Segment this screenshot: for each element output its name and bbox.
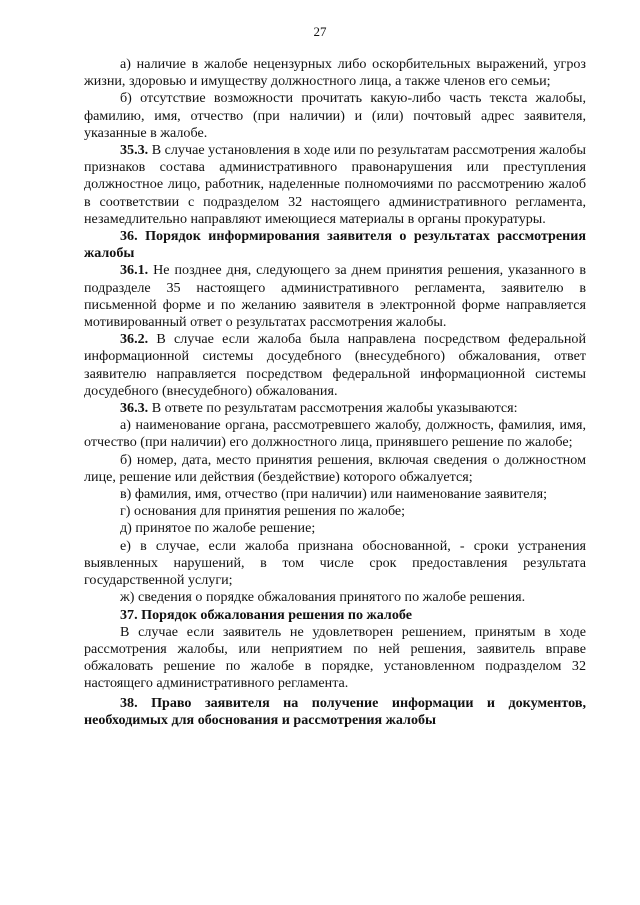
clause-number: 36.1. bbox=[120, 262, 149, 279]
clause-number: 36.3. bbox=[120, 400, 149, 417]
clause-36-3 bbox=[84, 400, 586, 417]
paragraph-text: а) наличие в жалобе нецензурных либо оскорбительных выражений, угроз жизни, здоровью и имуществу должностного лица, а также членов его семьи; bbox=[84, 56, 586, 90]
clause-number: 35.3. bbox=[120, 142, 149, 159]
item-e bbox=[84, 538, 586, 590]
paragraph-text: В случае если заявитель не удовлетворен решением, принятым в ходе рассмотрения жалобы, или неприятием по ней решения, заявитель вправе обжаловать решение по жалобе в порядке, установленном подразделом 32 настоящего административного регламента. bbox=[84, 623, 586, 692]
clause-text: В случае если жалоба была направлена посредством федеральной информационной системы досудебного (внесудебного) обжалования, ответ заявителю направляется посредством федеральной информационной системы досудебного (внесудебного) обжалования. bbox=[84, 331, 586, 399]
clause-text: В случае установления в ходе или по результатам рассмотрения жалобы признаков состава административного правонарушения или преступления должностное лицо, работник, наделенные полномочиями по рассмотрению жалоб в соответствии с подразделом 32 настоящего административного регламента, незамедлительно направляют имеющиеся материалы в органы прокуратуры. bbox=[84, 142, 586, 227]
item-text: б) номер, дата, место принятия решения, включая сведения о должностном лице, решение или действия (бездействие) которого обжалуется; bbox=[84, 451, 586, 485]
section-37-heading: 37. Порядок обжалования решения по жалобе bbox=[120, 606, 413, 623]
clause-36-1 bbox=[84, 262, 586, 331]
paragraph-b bbox=[84, 90, 586, 142]
item-text: в) фамилия, имя, отчество (при наличии) или наименование заявителя; bbox=[120, 486, 547, 503]
item-g bbox=[84, 503, 586, 520]
item-text: е) в случае, если жалоба признана обоснованной, - сроки устранения выявленных нарушений, в том числе срок предоставления результата государственной услуги; bbox=[84, 537, 586, 589]
clause-number: 36.2. bbox=[120, 331, 149, 348]
paragraph-a bbox=[84, 56, 586, 90]
clause-35-3 bbox=[84, 142, 586, 228]
item-text: г) основания для принятия решения по жалобе; bbox=[120, 503, 406, 520]
item-text: ж) сведения о порядке обжалования принятого по жалобе решения. bbox=[120, 589, 526, 606]
section-37-text bbox=[84, 624, 586, 693]
item-zh bbox=[84, 589, 586, 606]
clause-36-2 bbox=[84, 331, 586, 400]
document-body bbox=[84, 56, 586, 729]
paragraph-text: б) отсутствие возможности прочитать какую-либо часть текста жалобы, фамилию, имя, отчество (при наличии) и (или) почтовый адрес заявителя, указанные в жалобе. bbox=[84, 90, 586, 141]
section-36-heading: 36. Порядок информирования заявителя о результатах рассмотрения жалобы bbox=[84, 228, 586, 262]
clause-text: Не позднее дня, следующего за днем принятия решения, указанного в подразделе 35 настоящего административного регламента, заявителю в письменной форме и по желанию заявителя в электронной форме направляется мотивированный ответ о результатах рассмотрения жалобы. bbox=[84, 262, 586, 331]
clause-text: В ответе по результатам рассмотрения жалобы указываются: bbox=[148, 400, 518, 417]
item-a bbox=[84, 417, 586, 451]
item-text: д) принятое по жалобе решение; bbox=[120, 520, 316, 537]
item-b bbox=[84, 452, 586, 486]
item-text: а) наименование органа, рассмотревшего жалобу, должность, фамилия, имя, отчество (при наличии) его должностного лица, принявшего решение по жалобе; bbox=[84, 417, 586, 451]
page-number: 27 bbox=[313, 24, 327, 39]
item-d bbox=[84, 520, 586, 537]
item-v bbox=[84, 486, 586, 503]
section-38-heading: 38. Право заявителя на получение информации и документов, необходимых для обоснования и рассмотрения жалобы bbox=[84, 694, 586, 728]
